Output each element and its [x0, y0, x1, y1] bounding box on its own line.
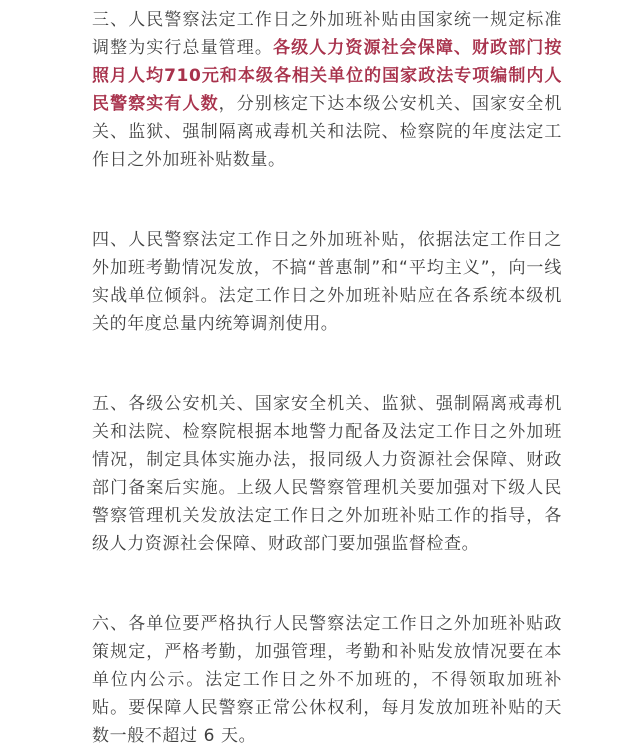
paragraph-5: 五、各级公安机关、国家安全机关、监狱、强制隔离戒毒机关和法院、检察院根据本地警力配备及法定工作日之外加班情况，制定具体实施办法，报同级人力资源社会保障、财政部门备案后实施。上级人民警察管理机关要加强对下级人民警察管理机关发放法定工作日之外加班补贴工作的指导，各级人力资源社会保障、财政部门要加强监督检查。: [92, 394, 562, 554]
paragraph-6: 六、各单位要严格执行人民警察法定工作日之外加班补贴政策规定，严格考勤，加强管理，考勤和补贴发放情况要在本单位内公示。法定工作日之外不加班的，不得领取加班补贴。要保障人民警察正常公休权利，每月发放加班补贴的天数一般不超过 6 天。: [92, 614, 562, 746]
paragraph-3: [92, 6, 562, 174]
paragraph-3-emphasis: 各级人力资源社会保障、财政部门按照月人均710元和本级各相关单位的国家政法专项编制内人民警察实有人数: [92, 38, 563, 114]
paragraph-3-lead: 三、人民警察法定工作日之外加班补贴由国家统一规定标准调整为实行总量管理。: [92, 10, 562, 58]
article-body: [92, 6, 562, 750]
paragraph-3-rest: ，分别核定下达本级公安机关、国家安全机关、监狱、强制隔离戒毒机关和法院、检察院的年度法定工作日之外加班补贴数量。: [92, 94, 562, 170]
paragraph-4: 四、人民警察法定工作日之外加班补贴，依据法定工作日之外加班考勤情况发放，不搞“普惠制”和“平均主义”，向一线实战单位倾斜。法定工作日之外加班补贴应在各系统本级机关的年度总量内统筹调剂使用。: [92, 230, 562, 334]
